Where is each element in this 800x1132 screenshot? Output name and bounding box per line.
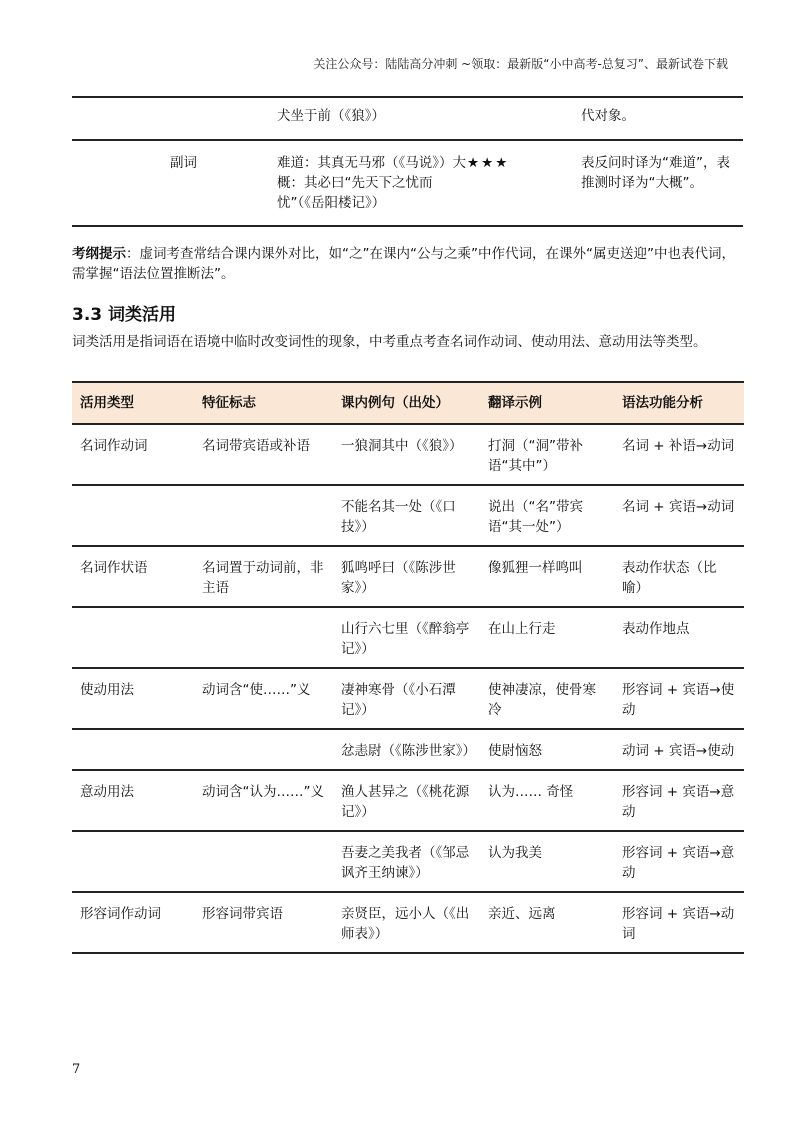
page-number: 7 (72, 1062, 81, 1077)
table-cell: 渔人甚异之（《桃花源记》） (333, 770, 480, 831)
table-cell (72, 140, 170, 226)
table-cell: 名词置于动词前，非主语 (194, 546, 333, 607)
table-cell: 名词作动词 (72, 424, 194, 485)
table-cell: 狐鸣呼曰（《陈涉世家》） (333, 546, 480, 607)
table-cell: 亲贤臣，远小人（《出师表》） (333, 892, 480, 953)
table-cell (72, 97, 170, 140)
table-cell: 形容词作动词 (72, 892, 194, 953)
table-cell: 认为我美 (480, 831, 614, 892)
table-row (72, 770, 744, 831)
table-row (72, 424, 744, 485)
table-row (72, 546, 744, 607)
table-cell: 形容词 + 宾语→动词 (614, 892, 744, 953)
table-row (72, 97, 743, 140)
table-cell: 代对象。 (581, 97, 743, 140)
table-cell: 凄神寒骨（《小石潭记》） (333, 668, 480, 729)
table-cell: 使神凄凉，使骨寒冷 (480, 668, 614, 729)
table-cell (72, 729, 194, 770)
table-cell: 形容词 + 宾语→使动 (614, 668, 744, 729)
table-cell: 打洞（“洞”带补语“其中”） (480, 424, 614, 485)
table-row (72, 607, 744, 668)
table-cell: 表动作状态（比喻） (614, 546, 744, 607)
table-cell (194, 607, 333, 668)
table-cell: 难道：其真无马邪（《马说》）大概：其必曰“先天下之忧而忧”（《岳阳楼记》） (277, 140, 467, 226)
page-header: 关注公众号：陆陆高分冲刺 ~领取：最新版“小中高考-总复习”、最新试卷下载 (313, 57, 728, 71)
table-cell (72, 607, 194, 668)
table-cell: 亲近、远离 (480, 892, 614, 953)
exam-tip (72, 244, 744, 284)
column-header: 活用类型 (72, 382, 194, 424)
table-cell: 认为…… 奇怪 (480, 770, 614, 831)
table-row (72, 892, 744, 953)
table-cell (170, 97, 277, 140)
table-row (72, 668, 744, 729)
table-header-row (72, 382, 744, 424)
table-cell (72, 831, 194, 892)
table-cell: 动词含“使……”义 (194, 668, 333, 729)
table-cell (194, 729, 333, 770)
table-cell: 副词 (170, 140, 277, 226)
table-cell: 形容词 + 宾语→意动 (614, 831, 744, 892)
word-usage-table (72, 381, 744, 954)
table-cell: 像狐狸一样鸣叫 (480, 546, 614, 607)
table-cell (467, 97, 581, 140)
table-cell: 意动用法 (72, 770, 194, 831)
importance-stars: ★★★ (467, 140, 581, 226)
table-cell: 名词作状语 (72, 546, 194, 607)
table-cell: 使尉恼怒 (480, 729, 614, 770)
table-cell: 名词 + 补语→动词 (614, 424, 744, 485)
table-cell (194, 485, 333, 546)
table-cell: 使动用法 (72, 668, 194, 729)
table-cell: 忿恚尉（《陈涉世家》） (333, 729, 480, 770)
column-header: 特征标志 (194, 382, 333, 424)
table-row (72, 729, 744, 770)
table-cell: 形容词带宾语 (194, 892, 333, 953)
column-header: 课内例句（出处） (333, 382, 480, 424)
table-cell (194, 831, 333, 892)
table-row (72, 831, 744, 892)
table-cell: 在山上行走 (480, 607, 614, 668)
table-cell: 吾妻之美我者（《邹忌讽齐王纳谏》） (333, 831, 480, 892)
table-cell: 名词 + 宾语→动词 (614, 485, 744, 546)
column-header: 语法功能分析 (614, 382, 744, 424)
table-cell: 表动作地点 (614, 607, 744, 668)
table-cell: 不能名其一处（《口技》） (333, 485, 480, 546)
table-row (72, 485, 744, 546)
exam-tip-label: 考纲提示 (72, 246, 126, 262)
section-intro: 词类活用是指词语在语境中临时改变词性的现象，中考重点考查名词作动词、使动用法、意动用法等类型。 (72, 334, 707, 350)
table-row (72, 140, 743, 226)
column-header: 翻译示例 (480, 382, 614, 424)
table-cell: 犬坐于前（《狼》） (277, 97, 467, 140)
table-cell: 形容词 + 宾语→意动 (614, 770, 744, 831)
table-cell (72, 485, 194, 546)
table-cell: 名词带宾语或补语 (194, 424, 333, 485)
table-cell: 山行六七里（《醉翁亭记》） (333, 607, 480, 668)
adverb-table-continued (72, 96, 743, 227)
table-cell: 说出（“名”带宾语“其一处”） (480, 485, 614, 546)
table-cell: 一狼洞其中（《狼》） (333, 424, 480, 485)
table-cell: 动词含“认为……”义 (194, 770, 333, 831)
exam-tip-text: ：虚词考查常结合课内课外对比，如“之”在课内“公与之乘”中作代词，在课外“属吏送迎”中也表代词，需掌握“语法位置推断法”。 (72, 246, 735, 282)
table-cell: 动词 + 宾语→使动 (614, 729, 744, 770)
section-title: 3.3 词类活用 (72, 305, 177, 325)
table-cell: 表反问时译为“难道”，表推测时译为“大概”。 (581, 140, 743, 226)
